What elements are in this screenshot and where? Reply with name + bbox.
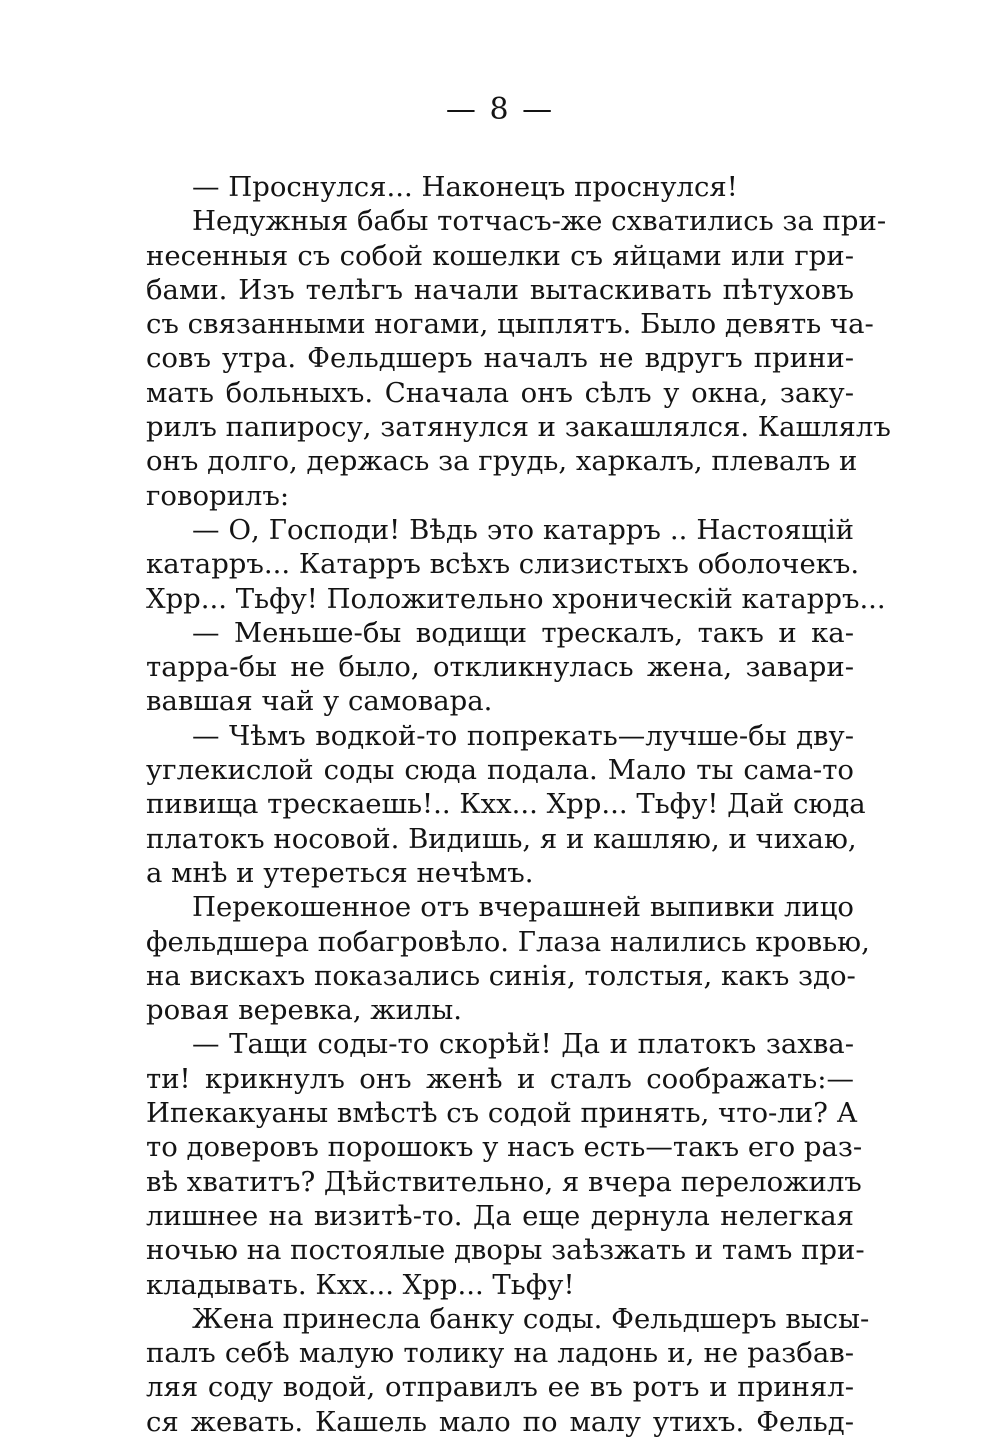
text-line: бами. Изъ телѣгъ начали вытаскивать пѣтуховъ bbox=[146, 273, 854, 306]
text-line: рилъ папиросу, затянулся и закашлялся. Кашлялъ bbox=[146, 411, 891, 444]
text-line: пивища трескаешь!.. Кхх... Хрр... Тьфу! Дай сюда bbox=[146, 788, 866, 821]
text-line: Недужныя бабы тотчасъ-же схватились за при- bbox=[192, 205, 887, 238]
text-line: вавшая чай у самовара. bbox=[146, 685, 493, 718]
text-line: — Чѣмъ водкой-то попрекать—лучше-бы дву- bbox=[192, 719, 854, 752]
text-line: Жена принесла банку соды. Фельдшеръ высы- bbox=[192, 1302, 870, 1335]
text-line: мать больныхъ. Сначала онъ сѣлъ у окна, заку- bbox=[146, 376, 854, 409]
text-line: кладывать. Кхх... Хрр... Тьфу! bbox=[146, 1268, 575, 1301]
text-line: катарръ... Катарръ всѣхъ слизистыхъ оболочекъ. bbox=[146, 548, 860, 581]
text-line: несенныя съ собой кошелки съ яйцами или гри- bbox=[146, 239, 854, 272]
text-line: Ипекакуаны вмѣстѣ съ содой принять, что-ли? А bbox=[146, 1097, 858, 1130]
text-line: съ связанными ногами, цыплятъ. Было девять ча- bbox=[146, 308, 874, 341]
text-line: вѣ хватитъ? Дѣйствительно, я вчера переложилъ bbox=[146, 1165, 862, 1198]
text-line: ровая веревка, жилы. bbox=[146, 994, 463, 1027]
text-line: а мнѣ и утереться нечѣмъ. bbox=[146, 856, 534, 889]
text-line: говорилъ: bbox=[146, 479, 290, 512]
text-line: платокъ носовой. Видишь, я и кашляю, и чихаю, bbox=[146, 822, 857, 855]
text-line: тарра-бы не было, откликнулась жена, завари- bbox=[146, 651, 854, 684]
text-line: Хрр... Тьфу! Положительно хроническій катарръ... bbox=[146, 582, 886, 615]
text-line: — Проснулся... Наконецъ проснулся! bbox=[192, 171, 738, 203]
text-line: на вискахъ показались синія, толстыя, какъ здо- bbox=[146, 959, 856, 992]
text-line: углекислой соды сюда подала. Мало ты сама-то bbox=[146, 754, 854, 787]
text-line: — Меньше-бы водищи трескалъ, такъ и ка- bbox=[192, 616, 854, 649]
text-line: палъ себѣ малую толику на ладонь и, не разбав- bbox=[146, 1337, 854, 1370]
text-line: ляя соду водой, отправилъ ее въ ротъ и принял- bbox=[146, 1371, 854, 1404]
text-line: фельдшера побагровѣло. Глаза налились кровью, bbox=[146, 925, 870, 958]
page-number: — 8 — bbox=[445, 92, 555, 127]
text-line: ся жевать. Кашель мало по малу утихъ. Фельд- bbox=[146, 1405, 854, 1438]
text-line: то доверовъ порошокъ у насъ есть—такъ его раз- bbox=[146, 1131, 863, 1164]
text-line: лишнее на визитѣ-то. Да еще дернула нелегкая bbox=[146, 1199, 854, 1232]
text-line: онъ долго, держась за грудь, харкалъ, плевалъ и bbox=[146, 445, 858, 478]
body-text bbox=[146, 170, 891, 1439]
text-line: — Тащи соды-то скорѣй! Да и платокъ захва- bbox=[192, 1028, 854, 1061]
text-line: совъ утра. Фельдшеръ началъ не вдругъ прини- bbox=[146, 342, 854, 375]
text-line: ночью на постоялые дворы заѣзжать и тамъ при- bbox=[146, 1234, 865, 1267]
text-line: ти! крикнулъ онъ женѣ и сталъ соображать:— bbox=[146, 1062, 854, 1095]
text-line: Перекошенное отъ вчерашней выпивки лицо bbox=[192, 891, 854, 924]
text-line: — О, Господи! Вѣдь это катарръ .. Настоящій bbox=[192, 513, 854, 546]
